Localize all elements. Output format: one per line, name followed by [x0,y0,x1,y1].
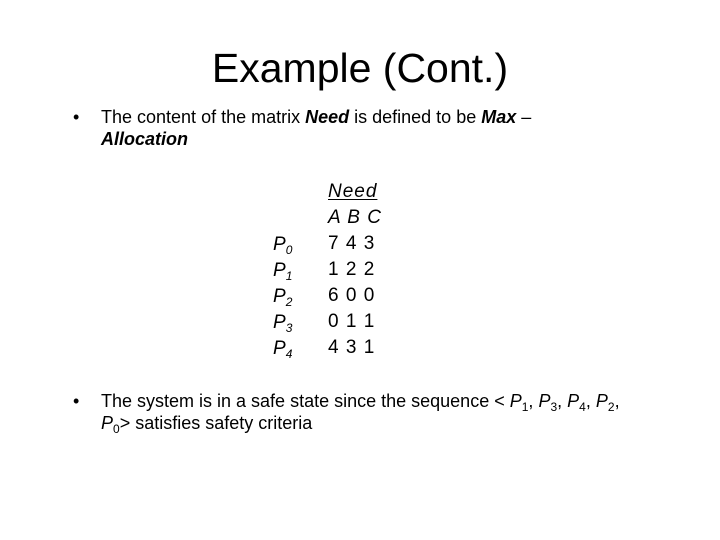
text-segment: The system is in a safe state since the sequence < [101,391,510,411]
process-label: $P_0$ [273,234,293,257]
need-term: Need [305,107,350,127]
process-labels [273,232,292,362]
text-segment: – [516,107,532,127]
slide-title: Example (Cont.) [211,45,509,91]
process-label: $P_3$ [273,312,293,335]
need-matrix-row: 4 3 1 [328,337,376,358]
need-matrix-columns: A B C [328,207,382,228]
allocation-term: Allocation [101,129,189,149]
max-term: Max [481,107,517,127]
process-label: $P_2$ [273,286,293,309]
bullet-text: The system is in a safe state since the sequence < $P_1$, $P_3$, $P_4$, $P_2$, $P_0>$ satisfies safety criteria [101,391,620,436]
process-label: $P_1$ [273,260,293,283]
process-label: $P_4$ [273,338,293,361]
need-matrix-header: Need [328,181,378,202]
bullet-dot: • [73,391,80,411]
need-matrix-row: 1 2 2 [328,259,376,280]
need-matrix [328,179,382,361]
text-segment: The content of the matrix [101,107,306,127]
bullet-dot: • [73,107,80,127]
text-segment: > satisfies safety criteria [119,413,313,433]
need-matrix-row: 7 4 3 [328,233,376,254]
bullet-text [101,106,701,150]
need-matrix-row: 0 1 1 [328,311,376,332]
need-matrix-row: 6 0 0 [328,285,376,306]
text-segment: is defined to be [349,107,482,127]
